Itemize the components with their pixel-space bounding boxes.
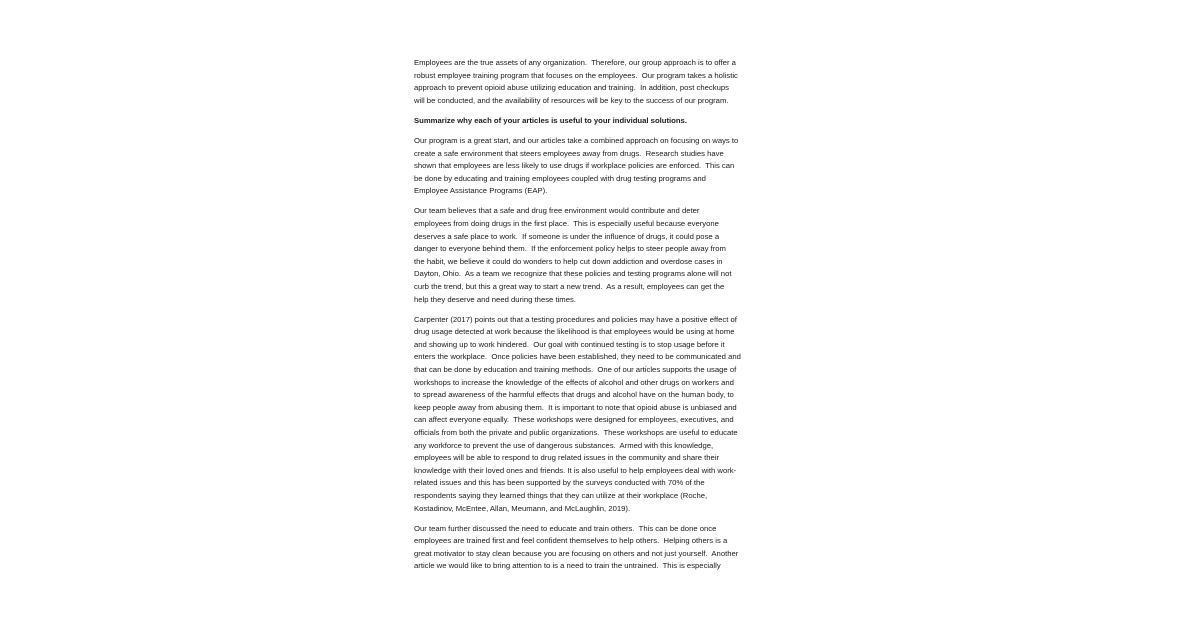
paragraph <box>414 205 790 306</box>
section-heading <box>414 115 790 128</box>
text-line: Kostadinov, McEntee, Allan, Meumann, and McLaughlin, 2019). <box>414 503 631 513</box>
text-line: create a safe environment that steers employees away from drugs. Research studies have <box>414 148 724 158</box>
paragraph <box>414 523 790 573</box>
paragraph <box>414 314 790 516</box>
text-line: deserves a safe place to work. If someone is under the influence of drugs, it could pose a <box>414 231 720 241</box>
text-line: to spread awareness of the harmful effects that drugs and alcohol have on the human body, to <box>414 390 734 400</box>
document-body <box>414 57 790 581</box>
text-line: approach to prevent opioid abuse utilizing education and training. In addition, post checkups <box>414 83 729 93</box>
text-line: and showing up to work hindered. Our goal with continued testing is to stop usage before it <box>414 339 725 349</box>
text-line: great motivator to stay clean because you are focusing on others and not just yourself. Another <box>414 548 739 558</box>
text-line: the habit, we believe it could do wonders to help cut down addiction and overdose cases in <box>414 256 723 266</box>
paragraph <box>414 135 790 198</box>
text-line: robust employee training program that focuses on the employees. Our program takes a holistic <box>414 70 738 80</box>
text-line: related issues and this has been supported by the surveys conducted with 70% of the <box>414 478 705 488</box>
text-line: Carpenter (2017) points out that a testing procedures and policies may have a positive effect of <box>414 314 737 324</box>
text-line: will be conducted, and the availability of resources will be key to the success of our program. <box>414 95 729 105</box>
text-line: any workforce to prevent the use of dangerous substances. Armed with this knowledge, <box>414 440 714 450</box>
text-line: danger to everyone behind them. If the enforcement policy helps to steer people away from <box>414 244 726 254</box>
text-line: Employee Assistance Programs (EAP). <box>414 186 548 196</box>
text-line: employees will be able to respond to drug related issues in the community and share their <box>414 453 720 463</box>
text-line: knowledge with their loved ones and friends. It is also useful to help employees deal with work- <box>414 465 737 475</box>
text-line: that can be done by education and training methods. One of our articles supports the usage of <box>414 365 737 375</box>
text-line: officials from both the private and public organizations. These workshops are useful to educate <box>414 428 738 438</box>
text-line: Our program is a great start, and our articles take a combined approach on focusing on ways to <box>414 135 739 145</box>
paragraph <box>414 57 790 107</box>
text-line: respondents saying they learned things that they can utilize at their workplace (Roche, <box>414 491 708 500</box>
text-line: Our team believes that a safe and drug free environment would contribute and deter <box>414 206 700 216</box>
text-line: drug usage detected at work because the likelihood is that employees would be using at home <box>414 327 735 337</box>
text-line: employees from doing drugs in the first place. This is especially useful because everyone <box>414 219 719 229</box>
text-line: employees are trained first and feel confident themselves to help others. Helping others is a <box>414 536 728 546</box>
text-line: Dayton, Ohio. As a team we recognize that these policies and testing programs alone will not <box>414 269 732 279</box>
text-line: shown that employees are less likely to use drugs if workplace policies are enforced. This can <box>414 161 735 171</box>
text-line: curb the trend, but this a great way to start a new trend. As a result, employees can get the <box>414 282 725 291</box>
text-line: help they deserve and need during these times. <box>414 294 576 304</box>
text-line: keep people away from abusing them. It is important to note that opioid abuse is unbiased and <box>414 402 737 412</box>
text-line: Employees are the true assets of any organization. Therefore, our group approach is to offer a <box>414 58 736 67</box>
text-line: can affect everyone equally. These workshops were designed for employees, executives, and <box>414 415 734 425</box>
text-line: Summarize why each of your articles is useful to your individual solutions. <box>414 115 687 125</box>
text-line: be done by educating and training employees coupled with drug testing programs and <box>414 173 706 183</box>
text-line: enters the workplace. Once policies have been established, they need to be communicated and <box>414 352 741 362</box>
text-line: workshops to increase the knowledge of the effects of alcohol and other drugs on workers and <box>414 377 734 387</box>
text-line: Our team further discussed the need to educate and train others. This can be done once <box>414 523 717 533</box>
text-line: article we would like to bring attention to is a need to train the untrained. This is especially <box>414 561 721 571</box>
